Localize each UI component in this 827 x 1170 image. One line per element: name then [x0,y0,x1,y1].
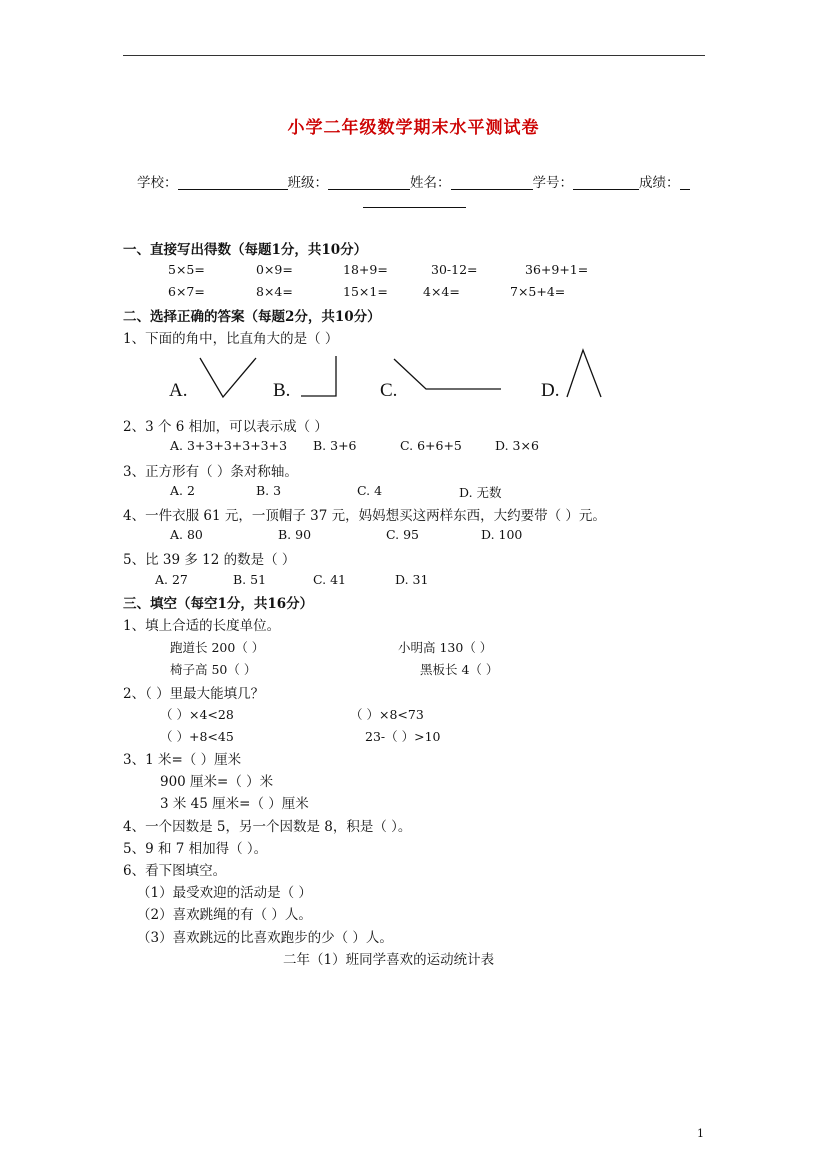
option-text: D. 31 [395,572,429,587]
option-text: B. 3+6 [313,438,357,453]
fill-item: 小明高 130（ ） [398,640,493,655]
option-text: A. 3+3+3+3+3+3 [170,438,288,453]
fill-item: 3 米 45 厘米=（ ）厘米 [160,796,309,812]
fill-item: 椅子高 50（ ） [170,662,257,677]
class-label: 班级： [287,175,328,191]
angle-option-b-label: B. [273,380,291,401]
question-3-3: 3、1 米=（ ）厘米 [123,752,242,768]
question-3-5: 5、9 和 7 相加得（ ）。 [123,841,268,857]
obtuse-angle-figure [198,355,258,400]
fill-item: （3）喜欢跳远的比喜欢跑步的少（ ）人。 [137,930,393,946]
calc-item: 18+9= [343,262,388,277]
section2-heading: 二、选择正确的答案（每题2分，共10分） [123,309,381,325]
question-2-2: 2、3 个 6 相加，可以表示成（ ） [123,419,328,435]
calc-item: 5×5= [168,262,205,277]
school-blank[interactable] [178,175,288,190]
option-text: B. 3 [256,483,282,498]
score-blank-start[interactable] [680,175,690,190]
info-line [137,171,690,191]
option-text: D. 无数 [459,485,502,500]
page-number: 1 [697,1127,704,1140]
right-angle-figure [300,354,340,399]
number-blank[interactable] [573,175,639,190]
calc-item: 7×5+4= [510,284,566,299]
option-text: C. 41 [313,572,346,587]
acute-angle-figure [565,348,603,400]
option-text: A. 27 [155,572,188,587]
angle-option-c-label: C. [380,380,398,401]
table-caption: 二年（1）班同学喜欢的运动统计表 [283,952,495,968]
question-2-4: 4、一件衣服 61 元，一顶帽子 37 元，妈妈想买这两样东西，大约要带（ ）元。 [123,508,606,524]
number-label: 学号： [532,175,573,191]
question-2-5: 5、比 39 多 12 的数是（ ） [123,552,296,568]
option-text: B. 90 [278,527,312,542]
calc-item: 6×7= [168,284,205,299]
school-label: 学校： [137,175,178,191]
question-3-4: 4、一个因数是 5，另一个因数是 8，积是（ ）。 [123,819,412,835]
class-blank[interactable] [328,175,410,190]
question-3-6: 6、看下图填空。 [123,863,227,879]
question-3-1: 1、填上合适的长度单位。 [123,618,281,634]
fill-item: 跑道长 200（ ） [170,640,265,655]
fill-item: （ ）+8<45 [160,729,234,744]
option-text: D. 3×6 [495,438,539,453]
calc-item: 15×1= [343,284,388,299]
question-2-3: 3、正方形有（ ）条对称轴。 [123,464,298,480]
header-rule [123,55,705,56]
name-blank[interactable] [451,175,533,190]
score-blank-continued[interactable] [363,207,466,208]
fill-item: （ ）×8<73 [350,707,424,722]
calc-item: 36+9+1= [525,262,589,277]
fill-item: 23-（ ）>10 [365,729,441,744]
page-title: 小学二年级数学期末水平测试卷 [287,118,540,138]
name-label: 姓名： [410,175,451,191]
wide-angle-figure [393,357,503,393]
option-text: A. 80 [170,527,203,542]
question-3-2: 2、（ ）里最大能填几？ [123,686,265,702]
fill-item: 黑板长 4（ ） [420,662,499,677]
fill-item: （2）喜欢跳绳的有（ ）人。 [137,907,312,923]
fill-item: （ ）×4<28 [160,707,234,722]
score-label: 成绩： [639,175,680,191]
calc-item: 4×4= [423,284,460,299]
fill-item: 900 厘米=（ ）米 [160,774,274,790]
option-text: C. 6+6+5 [400,438,462,453]
angle-option-a-label: A. [169,380,188,401]
angle-option-d-label: D. [541,380,560,401]
option-text: D. 100 [481,527,523,542]
option-text: C. 4 [357,483,383,498]
calc-item: 30-12= [431,262,478,277]
calc-item: 0×9= [256,262,293,277]
option-text: B. 51 [233,572,267,587]
fill-item: （1）最受欢迎的活动是（ ） [137,885,312,901]
option-text: C. 95 [386,527,419,542]
option-text: A. 2 [170,483,195,498]
question-2-1: 1、下面的角中，比直角大的是（ ） [123,331,339,347]
section1-heading: 一、直接写出得数（每题1分，共10分） [123,242,368,258]
calc-item: 8×4= [256,284,293,299]
section3-heading: 三、填空（每空1分，共16分） [123,596,314,612]
